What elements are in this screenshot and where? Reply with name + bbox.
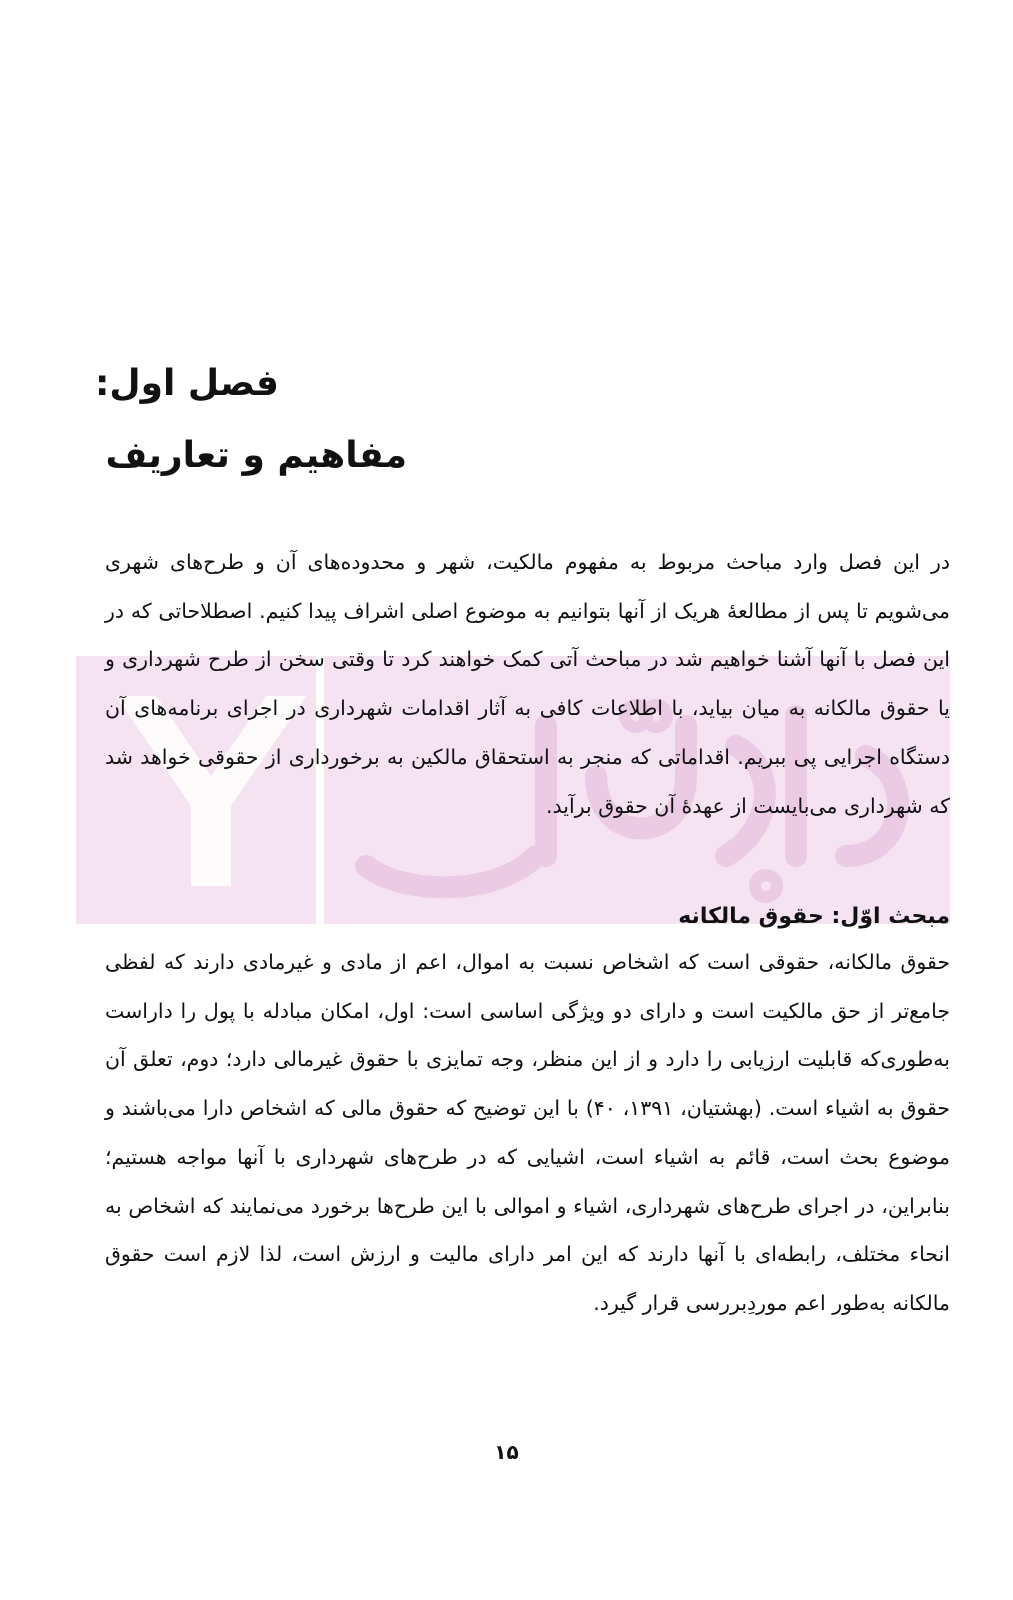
intro-block bbox=[105, 538, 950, 830]
page-number: ۱۵ bbox=[494, 1440, 519, 1464]
section-paragraph: حقوق مالکانه، حقوقی است که اشخاص نسبت به اموال، اعم از مادی و غیرمادی دارند که لفظی جامع‌تر از حق مالکیت است و دارای دو ویژگی اساسی است: اول، امکان مبادله با پول را داراست به‌طوری‌که قابلیت ارزیابی را دارد و از این منظر، وجه تمایزی با حقوق غیرمالی دارد؛ دوم، تعلق آن حقوق به اشیاء است. (بهشتیان، ۱۳۹۱، ۴۰) با این توضیح که حقوق مالی که اشخاص دارا می‌باشند و موضوع بحث است، قائم به اشیاء است، اشیایی که در طرح‌های شهرداری با آنها مواجه هستیم؛ بنابراین، در اجرای طرح‌های شهرداری، اشیاء و اموالی با این طرح‌ها برخورد می‌نمایند که اشخاص به انحاء مختلف، رابطه‌ای با آنها دارند که این امر دارای مالیت و ارزش است، لذا لازم است حقوق مالکانه به‌طور اعم موردِبررسی قرار گیرد. bbox=[105, 950, 950, 1315]
intro-paragraph: در این فصل وارد مباحث مربوط به مفهوم مالکیت، شهر و محدوده‌های آن و طرح‌های شهری می‌شویم تا پس از مطالعۀ هریک از آنها بتوانیم به موضوع اصلی اشراف پیدا کنیم. اصطلاحاتی که در این فصل با آنها آشنا خواهیم شد در مباحث آتی کمک خواهند کرد تا وقتی سخن از طرح شهرداری و یا حقوق مالکانه به میان بیاید، با اطلاعات کافی به آثار اقدامات شهرداری در اجرای برنامه‌های آن دستگاه اجرایی پی ببریم. اقداماتی که منجر به استحقاق مالکین به برخورداری از حقوقی خواهد شد که شهرداری می‌بایست از عهدۀ آن حقوق برآید. bbox=[105, 550, 950, 818]
chapter-label: فصل اول: bbox=[94, 363, 279, 404]
section-heading: مبحث اوّل: حقوق مالکانه bbox=[678, 904, 950, 929]
section-body bbox=[105, 938, 950, 1328]
chapter-title: مفاهیم و تعاریف bbox=[105, 435, 407, 476]
